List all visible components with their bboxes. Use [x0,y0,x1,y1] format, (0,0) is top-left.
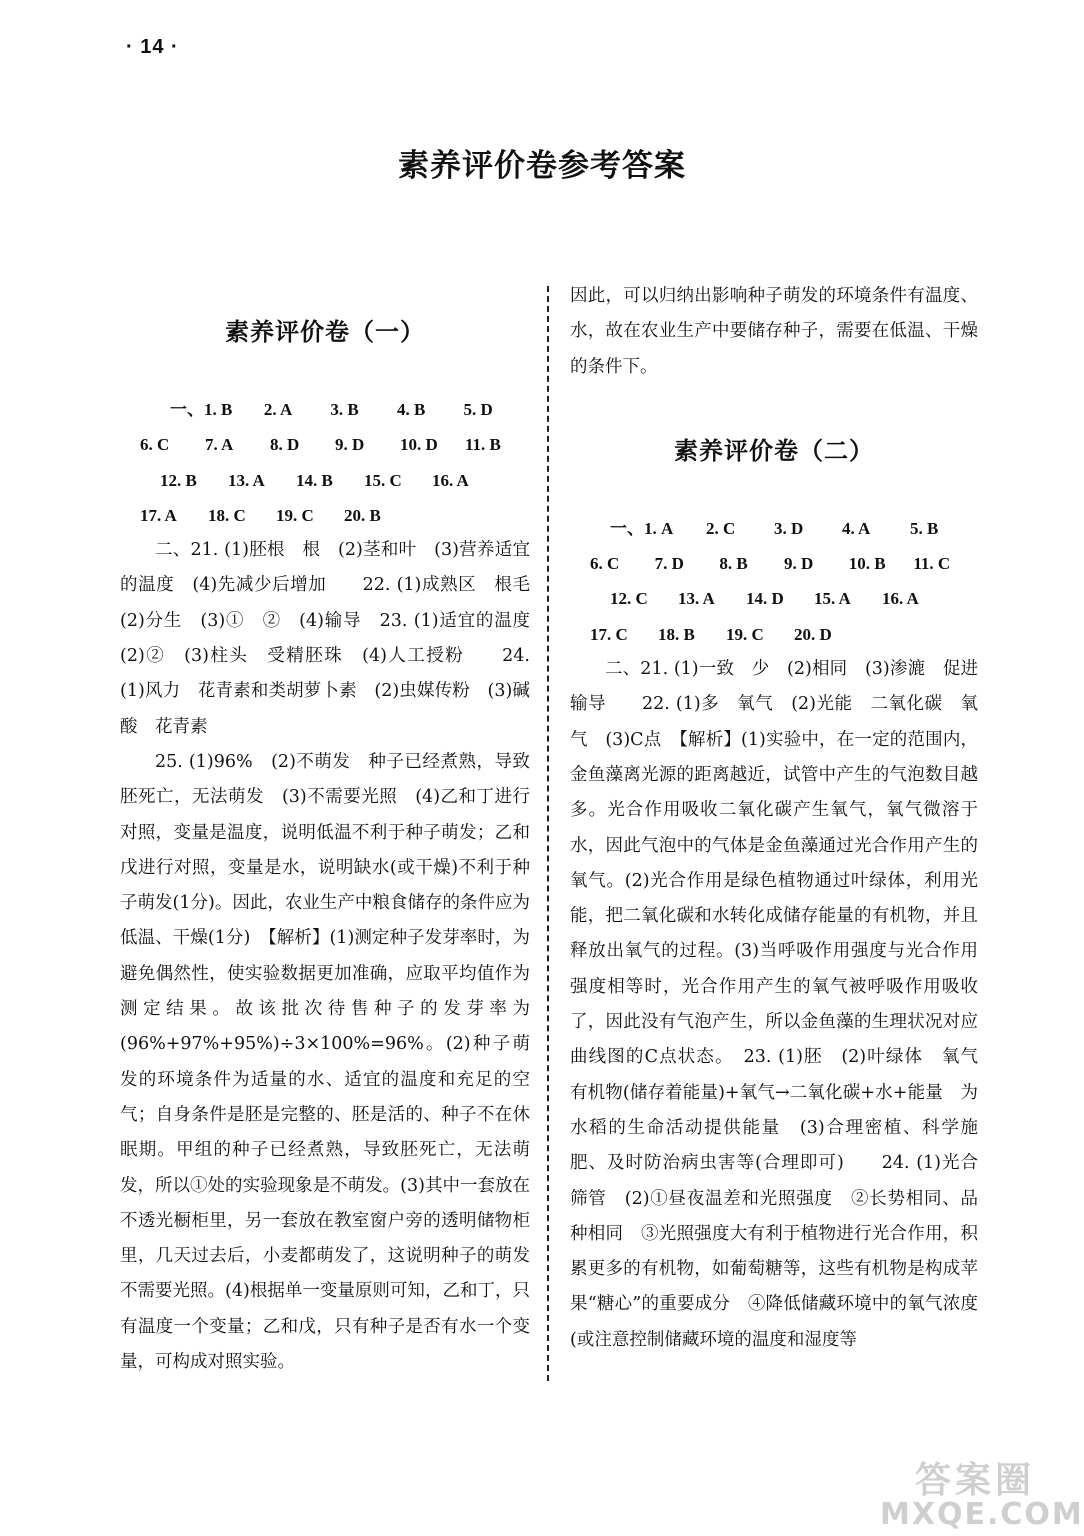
choice-answer: 9. D [784,554,814,574]
choice-answer: 15. A [814,589,851,609]
section-title-2: 素养评价卷（二） [674,436,874,465]
choice-answer: 7. A [205,435,234,455]
choice-answer: 7. D [654,554,684,574]
choice-answer: 19. C [726,624,764,644]
continuation-text: 因此，可以归纳出影响种子萌发的环境条件有温度、水，故在农业生产中要储存种子，需要在低温、干燥的条件下。 [570,286,978,377]
choice-answer: 11. B [465,435,501,455]
section-title-1: 素养评价卷（一） [225,318,425,346]
choice-answer: 19. C [276,505,314,525]
choice-answer: 3. D [774,518,804,538]
watermark-logo: 答案圈 [914,1460,1035,1501]
choice-answers-2 [570,511,978,652]
choice-answer: 18. B [658,624,695,644]
choice-answer: 12. B [160,470,197,490]
choice-row [120,463,530,498]
page-number: · 14 · [126,36,179,58]
choice-answer: 4. B [396,400,426,419]
choice-answer: 6. C [590,554,620,574]
choice-answer: 4. A [842,518,871,538]
choice-answers-1 [120,392,530,533]
continuation-paragraph [570,279,978,385]
choice-row [570,617,978,652]
choice-answer: 17. C [590,624,628,644]
choice-row [570,546,978,581]
answer-paragraph: 二、21. (1)胚根 根 (2)茎和叶 (3)营养适宜的温度 (4)先减少后增加 22. (1)成熟区 根毛 (2)分生 (3)① ② (4)输导 23. (1)适宜的温度 (2)② (3)柱头 受精胚珠 (4)人工授粉 24. (1)风力 花青素和类胡萝卜素 (2)虫媒传粉 (3)碱 酸 花青素 [120,540,548,737]
answer-paragraphs-2 [570,652,996,1358]
right-column [570,279,996,1358]
watermark [880,1452,1084,1532]
left-column [120,310,548,1380]
choice-answer: 13. A [228,470,265,490]
choice-row [120,498,530,533]
choice-row [570,511,978,546]
choice-answer: 8. D [270,435,300,455]
choice-answer: 14. B [296,470,333,490]
choice-answer: 17. A [140,505,177,525]
choice-answer: 20. B [344,505,381,525]
choice-row [120,427,530,462]
page-title: 素养评价卷参考答案 [398,148,686,184]
choice-answer: 18. C [208,505,246,525]
choice-answer: 2. A [263,400,293,419]
choice-answer: 16. A [882,589,919,609]
choice-answer: 14. D [746,589,784,609]
choice-answer: 9. D [335,435,365,455]
choice-answer: 一、1. B [170,400,233,419]
choice-answer: 12. C [610,589,648,609]
choice-answer: 8. B [719,554,748,574]
choice-answer: 10. D [400,435,438,455]
answer-paragraph: 25. (1)96% (2)不萌发 种子已经煮熟，导致胚死亡，无法萌发 (3)不需要光照 (4)乙和丁进行对照，变量是温度，说明低温不利于种子萌发；乙和戊进行对照，变量是水，说明缺水(或干燥)不利于种子萌发(1分)。因此，农业生产中粮食储存的条件应为低温、干燥(1分) 【解析】(1)测定种子发芽率时，为避免偶然性，使实验数据更加准确，应取平均值作为测定结果。故该批次待售种子的发芽率为(96%+97%+95%)÷3×100%=96%。(2)种子萌发的环境条件为适量的水、适宜的温度和充足的空气；自身条件是胚是完整的、胚是活的、种子不在休眠期。甲组的种子已经煮熟，导致胚死亡，无法萌发，所以①处的实验现象是不萌发。(3)其中一套放在不透光橱柜里，另一套放在教室窗户旁的透明储物柜里，几天过去后，小麦都萌发了，这说明种子的萌发不需要光照。(4)根据单一变量原则可知，乙和丁，只有温度一个变量；乙和戊，只有种子是否有水一个变量，可构成对照实验。 [120,751,530,1373]
choice-answer: 3. B [330,400,359,419]
choice-answer: 一、1. A [610,518,674,538]
choice-answer: 10. B [848,554,886,574]
choice-row [570,581,978,616]
choice-answer: 20. D [794,624,832,644]
choice-answer: 13. A [678,589,715,609]
choice-answer: 2. C [706,518,736,538]
choice-answer: 5. B [910,518,939,538]
choice-row [120,392,530,427]
column-divider [547,286,549,1381]
choice-answer: 11. C [913,554,951,574]
answer-paragraph: 二、21. (1)一致 少 (2)相同 (3)渗漉 促进 输导 22. (1)多 氧气 (2)光能 二氧化碳 氧气 (3)C点 【解析】(1)实验中，在一定的范围内，金鱼藻离光源的距离越近，试管中产生的气泡数目越多。光合作用吸收二氧化碳产生氧气，氧气微溶于水，因此气泡中的气体是金鱼藻通过光合作用产生的氧气。(2)光合作用是绿色植物通过叶绿体，利用光能，把二氧化碳和水转化成储存能量的有机物，并且释放出氧气的过程。(3)当呼吸作用强度与光合作用强度相等时，光合作用产生的氧气被呼吸作用吸收了，因此没有气泡产生，所以金鱼藻的生理状况对应曲线图的C点状态。 23. (1)胚 (2)叶绿体 氧气 有机物(储存着能量)+氧气→二氧化碳+水+能量 为水稻的生命活动提供能量 (3)合理密植、科学施肥、及时防治病虫害等(合理即可) 24. (1)光合 筛管 (2)①昼夜温差和光照强度 ②长势相同、品种相同 ③光照强度大有利于植物进行光合作用，积累更多的有机物，如葡萄糖等，这些有机物是构成苹果“糖心”的重要成分 ④降低储藏环境中的氧气浓度(或注意控制储藏环境的温度和湿度等 [570,659,996,1350]
choice-answer: 6. C [140,435,170,455]
choice-answer: 5. D [463,400,493,419]
choice-answer: 15. C [364,470,402,490]
choice-answer: 16. A [432,470,469,490]
watermark-site: MXQE.COM [880,1497,1084,1532]
answer-paragraphs-1 [120,533,548,1380]
